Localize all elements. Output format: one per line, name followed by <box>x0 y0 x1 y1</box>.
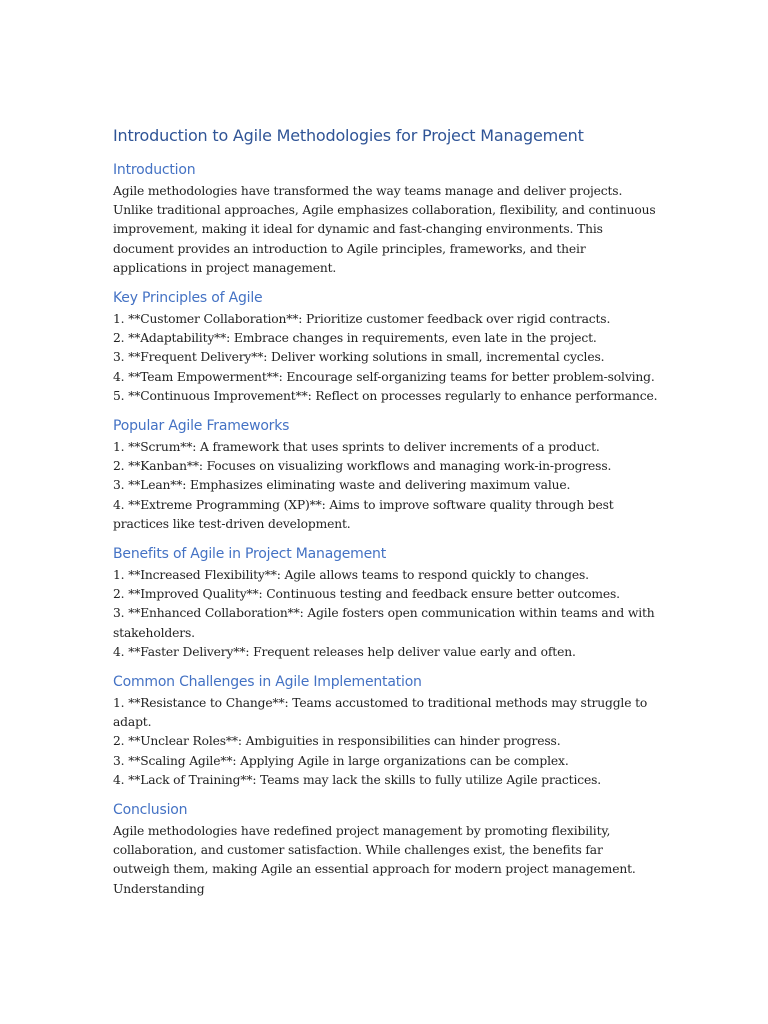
document-body <box>113 124 658 908</box>
section-key-principles <box>113 287 658 406</box>
section-introduction <box>113 159 658 278</box>
list-item: 4. **Team Empowerment**: Encourage self-organizing teams for better problem-solving. <box>113 369 655 384</box>
section-heading: Popular Agile Frameworks <box>113 418 290 435</box>
section-heading: Common Challenges in Agile Implementation <box>113 674 422 691</box>
document-title: Introduction to Agile Methodologies for Project Management <box>113 126 584 145</box>
section-conclusion <box>113 799 658 899</box>
benefits-list <box>113 566 658 662</box>
section-heading: Benefits of Agile in Project Management <box>113 546 386 563</box>
list-item: 4. **Faster Delivery**: Frequent releases help deliver value early and often. <box>113 644 576 659</box>
section-heading: Key Principles of Agile <box>113 290 263 307</box>
section-paragraph: Agile methodologies have transformed the way teams manage and deliver projects. Unlike traditional approaches, Agile emphasizes collaboration, flexibility, and continuous improvement, making it ideal for dynamic and fast-changing environments. This document provides an introduction to Agile principles, frameworks, and their applications in project management. <box>113 184 656 275</box>
list-item: 1. **Scrum**: A framework that uses sprints to deliver increments of a product. <box>113 440 600 455</box>
list-item: 3. **Frequent Delivery**: Deliver working solutions in small, incremental cycles. <box>113 350 605 365</box>
list-item: 2. **Improved Quality**: Continuous testing and feedback ensure better outcomes. <box>113 587 620 602</box>
list-item: 1. **Increased Flexibility**: Agile allows teams to respond quickly to changes. <box>113 568 589 583</box>
list-item: 3. **Enhanced Collaboration**: Agile fosters open communication within teams and with stakeholders. <box>113 606 655 640</box>
list-item: 3. **Scaling Agile**: Applying Agile in large organizations can be complex. <box>113 753 569 768</box>
section-benefits <box>113 543 658 662</box>
section-frameworks <box>113 415 658 534</box>
challenges-list <box>113 694 658 790</box>
list-item: 1. **Resistance to Change**: Teams accustomed to traditional methods may struggle to adapt. <box>113 696 648 730</box>
list-item: 1. **Customer Collaboration**: Prioritize customer feedback over rigid contracts. <box>113 312 611 327</box>
frameworks-list <box>113 438 658 534</box>
section-paragraph: Agile methodologies have redefined project management by promoting flexibility, collaboration, and customer satisfaction. While challenges exist, the benefits far outweigh them, making Agile an essential approach for modern project management. Understanding <box>113 824 636 896</box>
list-item: 4. **Lack of Training**: Teams may lack the skills to fully utilize Agile practices. <box>113 772 602 787</box>
list-item: 5. **Continuous Improvement**: Reflect on processes regularly to enhance performance. <box>113 388 658 403</box>
list-item: 2. **Unclear Roles**: Ambiguities in responsibilities can hinder progress. <box>113 734 561 749</box>
list-item: 2. **Adaptability**: Embrace changes in requirements, even late in the project. <box>113 331 597 346</box>
list-item: 4. **Extreme Programming (XP)**: Aims to improve software quality through best practices like test-driven development. <box>113 497 614 531</box>
list-item: 3. **Lean**: Emphasizes eliminating waste and delivering maximum value. <box>113 478 571 493</box>
principles-list <box>113 310 658 406</box>
list-item: 2. **Kanban**: Focuses on visualizing workflows and managing work-in-progress. <box>113 459 612 474</box>
section-challenges <box>113 671 658 790</box>
section-heading: Conclusion <box>113 802 188 819</box>
section-heading: Introduction <box>113 162 196 178</box>
